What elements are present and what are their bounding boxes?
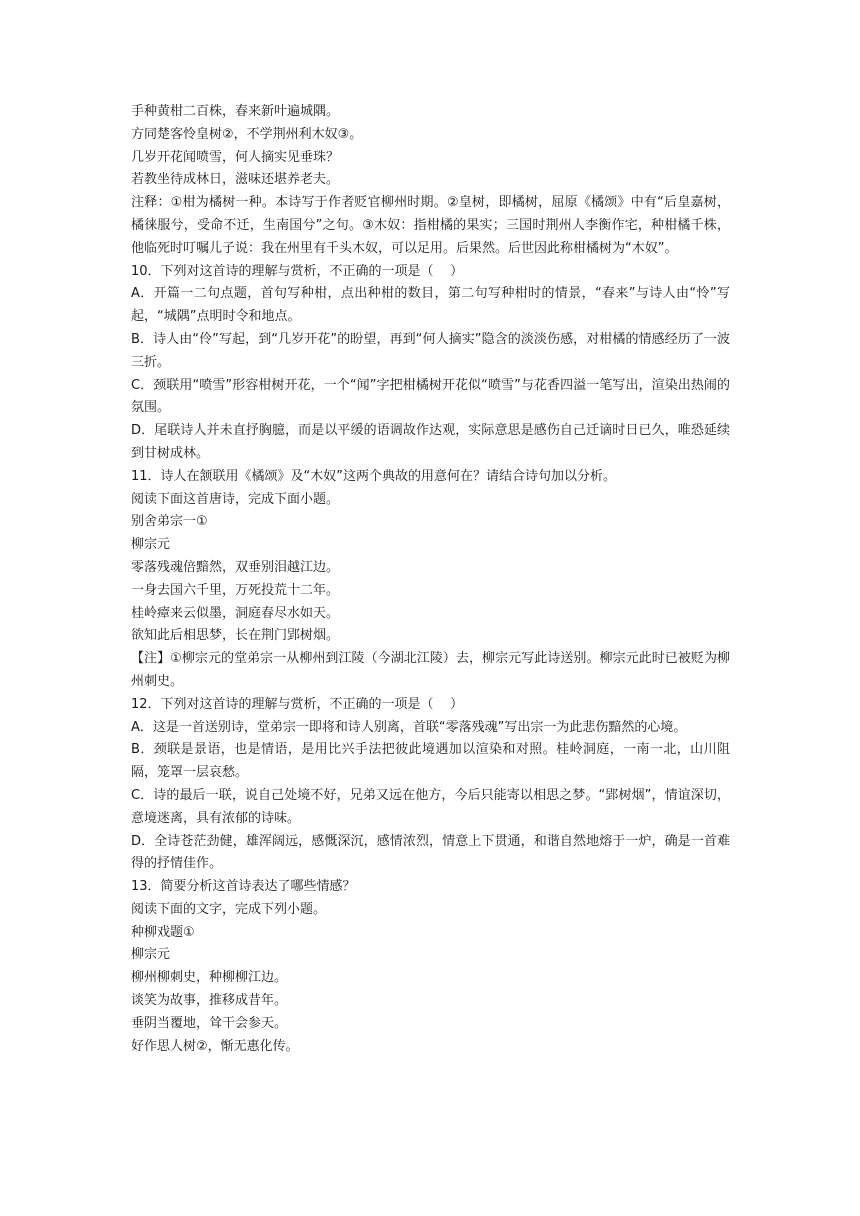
poem-author: 柳宗元: [131, 947, 171, 963]
poem-line: 欲知此后相思梦，长在荆门郢树烟。: [131, 628, 340, 644]
poem-line: 谈笑为故事，推移成昔年。: [131, 993, 288, 1009]
question-12-option-d: D．全诗苍茫劲健，雄浑阔远，感慨深沉，感情浓烈，情意上下贯通，和谐自然地熔于一炉，确是一首难得的抒情佳作。: [131, 833, 730, 872]
question-10-option-d: D．尾联诗人并未直抒胸臆，而是以平缓的语调故作达观，实际意思是感伤自己迁谪时日已久，唯恐延续到甘树成林。: [131, 423, 730, 461]
poem-line: 桂岭瘴来云似墨，洞庭春尽水如天。: [131, 605, 340, 621]
poem-author: 柳宗元: [131, 537, 171, 553]
poem-line: 垂阴当覆地，耸干会参天。: [131, 1015, 288, 1031]
annotation-paragraph: 注释：①柑为橘树一种。本诗写于作者贬官柳州时期。②皇树，即橘树，屈原《橘颂》中有“后皇嘉树，橘徕服兮，受命不迁，生南国兮”之句。③木奴：指柑橘的果实；三国时荆州人李衡作宅，种柑橘千株，他临死时叮嘱儿子说：我在州里有千头木奴，可以足用。后果然。后世因此称柑橘树为“木奴”。: [131, 195, 730, 256]
poem-line: 零落残魂倍黯然，双垂别泪越江边。: [131, 559, 340, 575]
poem-note: 【注】①柳宗元的堂弟宗一从柳州到江陵（今湖北江陵）去，柳宗元写此诗送别。柳宗元此时已被贬为柳州刺史。: [131, 651, 730, 689]
reading-instruction: 阅读下面这首唐诗，完成下面小题。: [131, 491, 340, 507]
poem-line: 几岁开花闻喷雪，何人摘实见垂珠？: [131, 149, 340, 165]
reading-instruction: 阅读下面的文字，完成下列小题。: [131, 901, 327, 917]
poem-title: 种柳戏题①: [131, 924, 195, 940]
poem-title: 别舍弟宗一①: [131, 514, 208, 530]
question-12-option-b: B．颈联是景语，也是情语，是用比兴手法把彼此境遇加以渲染和对照。桂岭洞庭，一南一北，山川阻隔，笼罩一层哀愁。: [131, 742, 730, 781]
poem-line: 若教坐待成林日，滋味还堪养老夫。: [131, 172, 340, 188]
poem-line: 好作思人树②，惭无惠化传。: [131, 1038, 299, 1054]
document-body: [131, 101, 730, 1058]
poem-line: 手种黄柑二百株，春来新叶遍城隅。: [131, 104, 340, 119]
poem-line: 方同楚客怜皇树②，不学荆州利木奴③。: [131, 126, 363, 142]
poem-line: 一身去国六千里，万死投荒十二年。: [131, 582, 340, 598]
poem-line: 柳州柳刺史，种柳柳江边。: [131, 970, 288, 986]
question-12-stem: 12．下列对这首诗的理解与赏析，不正确的一项是（ ）: [131, 696, 464, 712]
question-10-stem: 10．下列对这首诗的理解与赏析，不正确的一项是（ ）: [131, 263, 464, 279]
question-12-option-a: A．这是一首送别诗，堂弟宗一即将和诗人别离，首联“零落残魂”写出宗一为此悲伤黯然的心境。: [131, 719, 687, 735]
question-10-option-a: A．开篇一二句点题，首句写种柑，点出种柑的数目，第二句写种柑时的情景，“春来”与诗人由“怜”写起，“城隅”点明时令和地点。: [131, 286, 730, 325]
question-13-stem: 13．简要分析这首诗表达了哪些情感？: [131, 879, 356, 895]
question-12-option-c: C．诗的最后一联，说自己处境不好，兄弟又远在他方，今后只能寄以相思之梦。“郢树烟”，情谊深切，意境迷离，具有浓郁的诗味。: [131, 787, 730, 826]
question-10-option-b: B．诗人由“伶”写起，到“几岁开花”的盼望，再到“何人摘实”隐含的淡淡伤感，对柑橘的情感经历了一波三折。: [131, 331, 730, 370]
question-11-stem: 11．诗人在颔联用《橘颂》及“木奴”这两个典故的用意何在？请结合诗句加以分析。: [131, 468, 617, 484]
question-10-option-c: C．颈联用“喷雪”形容柑树开花，一个“闻”字把柑橘树开花似“喷雪”与花香四溢一笔写出，渲染出热闹的氛围。: [131, 377, 730, 416]
